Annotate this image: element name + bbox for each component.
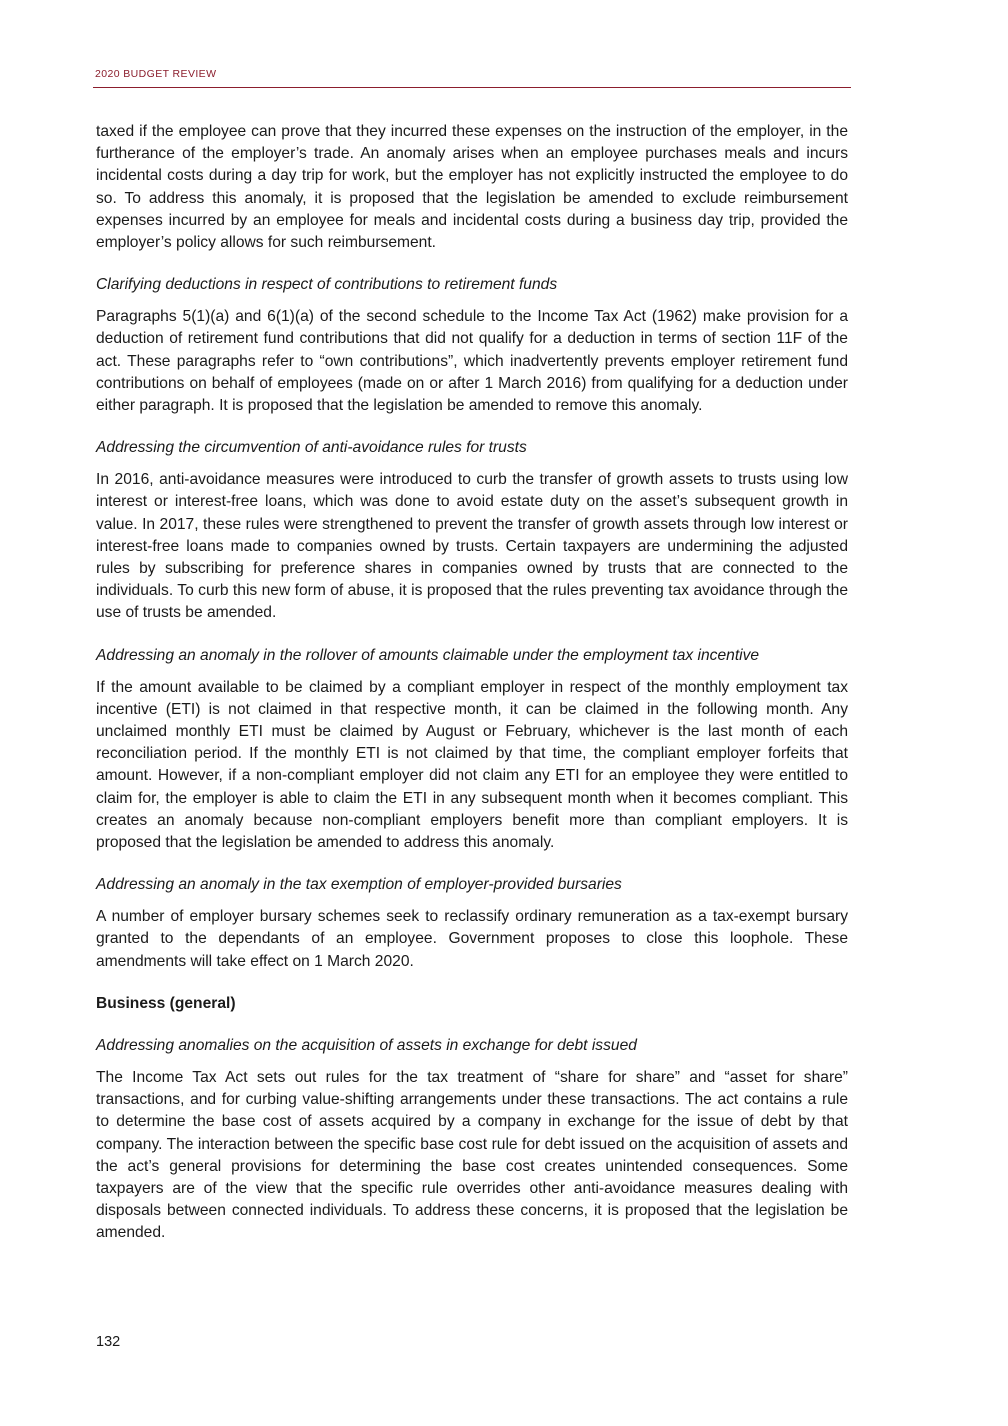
paragraph-assets-for-debt: The Income Tax Act sets out rules for the tax treatment of “share for share” and “asset for share” transactions, and for curbing value-shifting arrangements under these transactions. The act contains a rule to determine the base cost of assets acquired by a company in exchange for the issue of debt by that company. The interaction between the specific base cost rule for debt issued on the acquisition of assets and the act’s general provisions for determining the base cost creates unintended consequences. Some taxpayers are of the view that the specific rule overrides other anti-avoidance measures dealing with disposals between connected individuals. To address these concerns, it is proposed that the legislation be amended. [96, 1068, 848, 1242]
subheading-eti-rollover: Addressing an anomaly in the rollover of amounts claimable under the employment tax incentive [96, 646, 760, 664]
paragraph-retirement-contributions: Paragraphs 5(1)(a) and 6(1)(a) of the second schedule to the Income Tax Act (1962) make provision for a deduction of retirement fund contributions that did not qualify for a deduction in terms of section 11F of the act. These paragraphs refer to “own contributions”, which inadvertently prevents employer retirement fund contributions on behalf of employees (made on or after 1 March 2016) from qualifying for a deduction under either paragraph. It is proposed that the legislation be amended to remove this anomaly. [96, 308, 848, 415]
section-heading-business-general: Business (general) [96, 994, 236, 1012]
subheading-retirement-contributions: Clarifying deductions in respect of contributions to retirement funds [96, 276, 558, 294]
subheading-trusts-anti-avoidance: Addressing the circumvention of anti-avoidance rules for trusts [96, 439, 527, 457]
page-number: 132 [96, 1334, 121, 1350]
running-header: 2020 BUDGET REVIEW [95, 68, 217, 80]
paragraph-eti-rollover: If the amount available to be claimed by a compliant employer in respect of the monthly employment tax incentive (ETI) is not claimed in that respective month, it can be claimed in the following month. Any unclaimed monthly ETI must be claimed by August or February, whichever is the last month of each reconciliation period. If the monthly ETI is not claimed by that time, the compliant employer forfeits that amount. However, if a non-compliant employer did not claim any ETI for an employee they were entitled to claim for, the employer is able to claim the ETI in any subsequent month when it becomes compliant. This creates an anomaly because non-compliant employers benefit more than compliant employers. It is proposed that the legislation be amended to address this anomaly. [96, 678, 848, 852]
subheading-assets-for-debt: Addressing anomalies on the acquisition of assets in exchange for debt issued [96, 1036, 637, 1054]
page-body [96, 121, 848, 1245]
paragraph-trusts-anti-avoidance: In 2016, anti-avoidance measures were introduced to curb the transfer of growth assets to trusts using low interest or interest-free loans, which was done to avoid estate duty on the asset’s subsequent growth in value. In 2017, these rules were strengthened to prevent the transfer of growth assets through low interest or interest-free loans made to companies owned by trusts. Certain taxpayers are undermining the adjusted rules by subscribing for preference shares in companies owned by trusts that are connected to the individuals. To curb this new form of abuse, it is proposed that the rules preventing tax avoidance through the use of trusts be amended. [96, 471, 848, 622]
subheading-bursaries: Addressing an anomaly in the tax exemption of employer-provided bursaries [96, 876, 622, 894]
header-rule [93, 87, 851, 88]
paragraph-meal-reimbursement: taxed if the employee can prove that they incurred these expenses on the instruction of the employer, in the furtherance of the employer’s trade. An anomaly arises when an employee purchases meals and incurs incidental costs during a day trip for work, but the employer has not explicitly instructed the employee to do so. To address this anomaly, it is proposed that the legislation be amended to exclude reimbursement expenses incurred by an employee for meals and incidental costs during a business day trip, provided the employer’s policy allows for such reimbursement. [96, 123, 848, 252]
paragraph-bursaries: A number of employer bursary schemes seek to reclassify ordinary remuneration as a tax-exempt bursary granted to the dependants of an employee. Government proposes to close this loophole. These amendments will take effect on 1 March 2020. [96, 908, 848, 970]
